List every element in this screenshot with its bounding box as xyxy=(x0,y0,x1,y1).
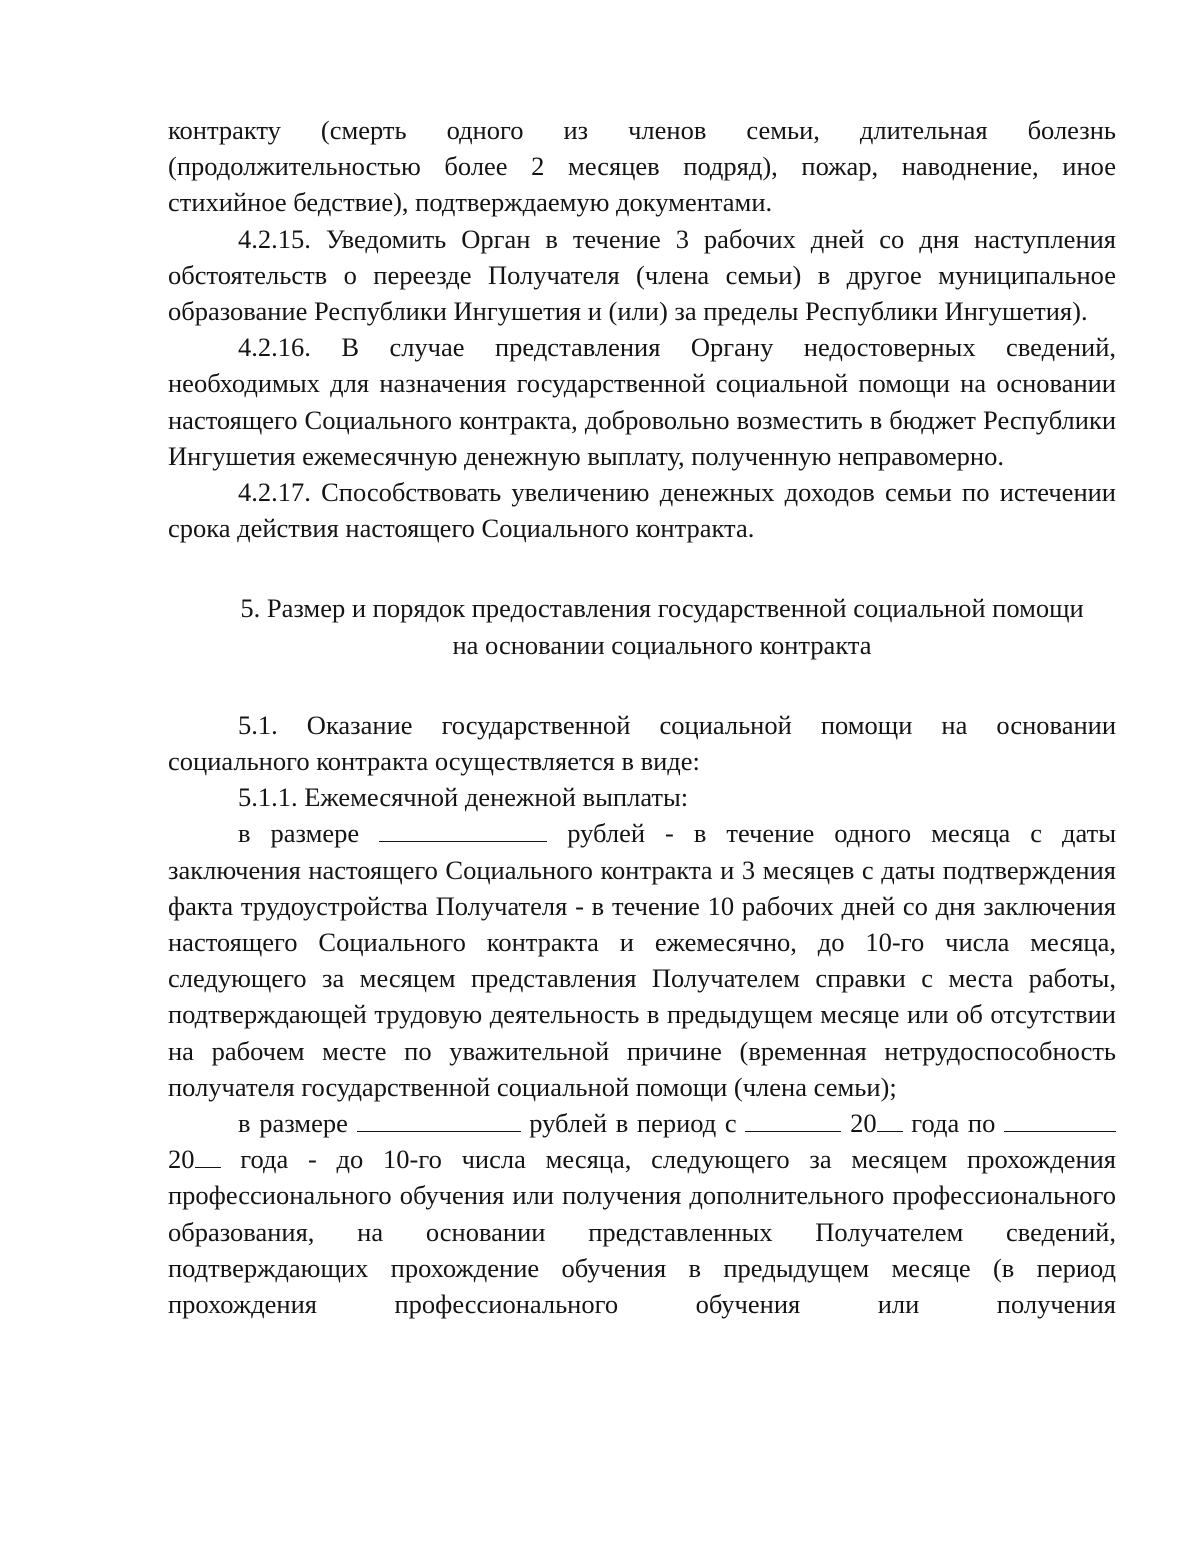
period-to-text: года по xyxy=(911,1108,996,1139)
paragraph-4-2-15: 4.2.15. Уведомить Орган в течение 3 рабочих дней со дня наступления обстоятельств о переезде Получателя (члена семьи) в другое муниципальное образование Республики Ингушетия и (или) за пределы Республики Ингушетия). xyxy=(168,223,1116,327)
year-prefix-start: 20 xyxy=(850,1108,877,1139)
year-start-blank-field xyxy=(877,1107,903,1132)
amount-blank-field xyxy=(379,817,547,842)
year-prefix-end: 20 xyxy=(168,1144,195,1175)
document-page xyxy=(168,112,1116,1322)
paragraph-continuation: контракту (смерть одного из членов семьи, длительная болезнь (продолжительностью более 2 месяцев подряд), пожар, наводнение, иное стихийное бедствие), подтверждаемую документами. xyxy=(168,115,1116,218)
training-payment-text: года - до 10-го числа месяца, следующего за месяцем прохождения профессионального обучения или получения дополнительного профессионального образования, на основании представленных Получателем сведений, подтверждающих прохождение обучения в предыдущем месяце (в период прохождения профессионального обучения или получения xyxy=(168,1144,1116,1320)
section-5-heading-line2: на основании социального контракта xyxy=(452,629,872,660)
training-payment-lead: в размере xyxy=(238,1108,348,1139)
training-amount-blank-field xyxy=(357,1107,521,1132)
year-end-blank-field xyxy=(195,1143,221,1168)
payment-amount-text: рублей - в течение одного месяца с даты заключения настоящего Социального контракта и 3 месяцев с даты подтверждения факта трудоустройства Получателя - в течение 10 рабочих дней со дня заключения настоящего Социального контракта и ежемесячно, до 10-го числа месяца, следующего за месяцем представления Получателем справки с места работы, подтверждающей трудовую деятельность в предыдущем месяце или об отсутствии на рабочем месте по уважительной причине (временная нетрудоспособность получателя государственной социальной помощи (члена семьи); xyxy=(168,818,1116,1102)
section-5-heading xyxy=(168,590,1116,662)
paragraph-4-2-17: 4.2.17. Способствовать увеличению денежных доходов семьи по истечении срока действия настоящего Социального контракта. xyxy=(168,477,1116,544)
section-5-heading-line1: 5. Размер и порядок предоставления государственной социальной помощи xyxy=(240,593,1084,624)
paragraph-payment-amount xyxy=(168,815,1116,1105)
training-period-text: рублей в период с xyxy=(529,1108,737,1139)
paragraph-5-1-1: 5.1.1. Ежемесячной денежной выплаты: xyxy=(238,782,689,813)
paragraph-4-2-16: 4.2.16. В случае представления Органу недостоверных сведений, необходимых для назначения государственной социальной помощи на основании настоящего Социального контракта, добровольно возместить в бюджет Республики Ингушетия ежемесячную денежную выплату, полученную неправомерно. xyxy=(168,332,1116,471)
paragraph-5-1: 5.1. Оказание государственной социальной помощи на основании социального контракта осуществляется в виде: xyxy=(168,709,1116,777)
period-end-blank-field xyxy=(1004,1107,1116,1132)
payment-amount-lead: в размере xyxy=(238,818,360,849)
period-start-blank-field xyxy=(745,1107,841,1132)
paragraph-training-payment xyxy=(168,1105,1116,1322)
